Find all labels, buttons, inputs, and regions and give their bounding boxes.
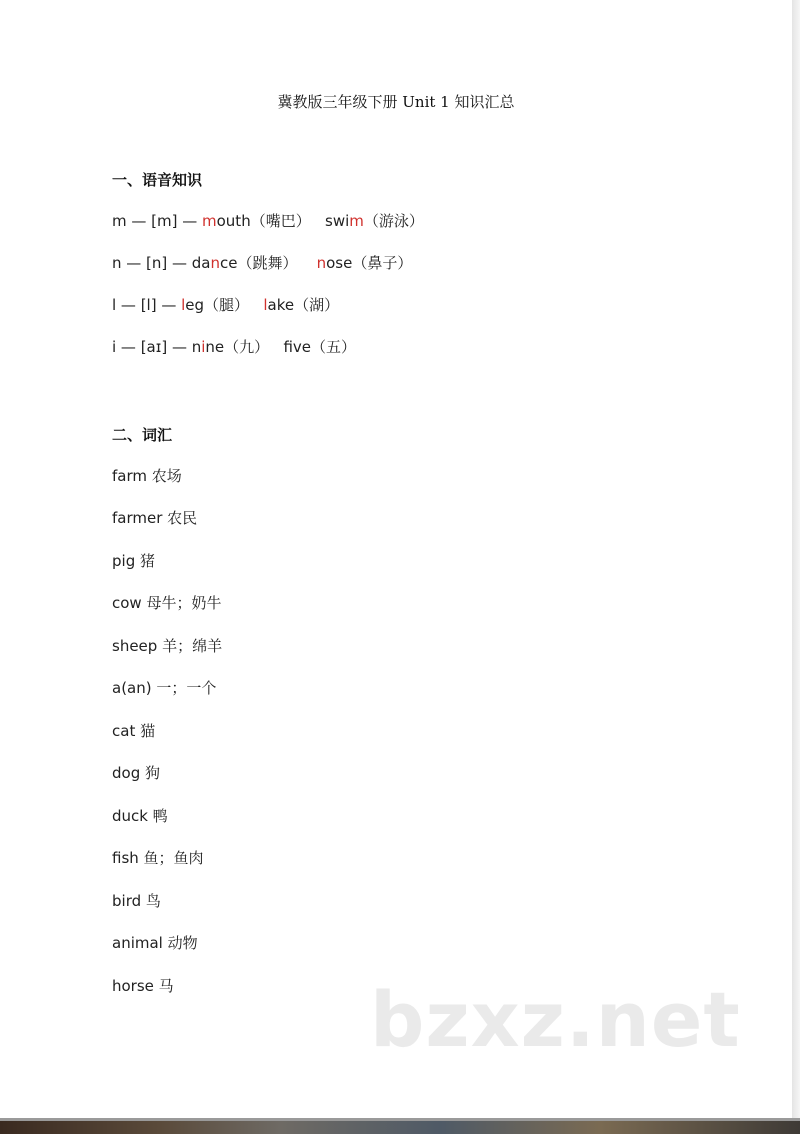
phonics-text: ce <box>220 254 238 272</box>
section-heading-phonics: 一、语音知识 <box>112 171 203 189</box>
phonics-highlight: n <box>316 254 327 272</box>
vocab-item: a(an) 一；一个 <box>112 679 217 697</box>
vocab-item: horse 马 <box>112 977 174 995</box>
phonics-text: n — [n] — da <box>112 254 211 272</box>
watermark: bzxz.net <box>370 975 741 1064</box>
phonics-line-n <box>112 252 412 273</box>
vocab-item: cat 猫 <box>112 722 156 740</box>
phonics-text: ake（湖） <box>267 296 340 314</box>
phonics-text: （跳舞） <box>237 254 317 272</box>
vocab-item: cow 母牛；奶牛 <box>112 594 222 612</box>
phonics-line-m <box>112 210 424 231</box>
phonics-highlight: i <box>201 338 206 356</box>
vocab-item: farm 农场 <box>112 467 182 485</box>
vocab-item: duck 鸭 <box>112 807 168 825</box>
phonics-text: ose（鼻子） <box>326 254 413 272</box>
phonics-highlight: m <box>202 212 217 230</box>
phonics-text: （游泳） <box>363 212 424 230</box>
phonics-line-l <box>112 294 339 315</box>
vocab-item: bird 鸟 <box>112 892 161 910</box>
phonics-text: l — [l] — <box>112 296 182 314</box>
page-divider <box>0 1118 800 1121</box>
vocab-item: dog 狗 <box>112 764 160 782</box>
vocab-item: pig 猪 <box>112 552 155 570</box>
phonics-text: ve（五） <box>292 338 357 356</box>
page-edge-shadow <box>792 0 800 1118</box>
phonics-text: （嘴巴） swi <box>250 212 350 230</box>
phonics-text: i — [aɪ] — n <box>112 338 202 356</box>
phonics-highlight: l <box>181 296 186 314</box>
phonics-text: （腿） <box>204 296 264 314</box>
document-title: 冀教版三年级下册 Unit 1 知识汇总 <box>277 93 515 111</box>
section-heading-vocabulary: 二、词汇 <box>112 426 173 444</box>
phonics-text: ne <box>205 338 225 356</box>
vocab-item: sheep 羊；绵羊 <box>112 637 223 655</box>
vocab-item: fish 鱼；鱼肉 <box>112 849 204 867</box>
phonics-text: （九） f <box>224 338 293 356</box>
phonics-text: outh <box>216 212 251 230</box>
phonics-line-i <box>112 336 356 357</box>
phonics-text: eg <box>185 296 205 314</box>
vocab-item: animal 动物 <box>112 934 198 952</box>
phonics-highlight: m <box>349 212 364 230</box>
phonics-text: m — [m] — <box>112 212 202 230</box>
vocab-item: farmer 农民 <box>112 509 198 527</box>
phonics-highlight: n <box>210 254 221 272</box>
phonics-highlight: l <box>263 296 268 314</box>
